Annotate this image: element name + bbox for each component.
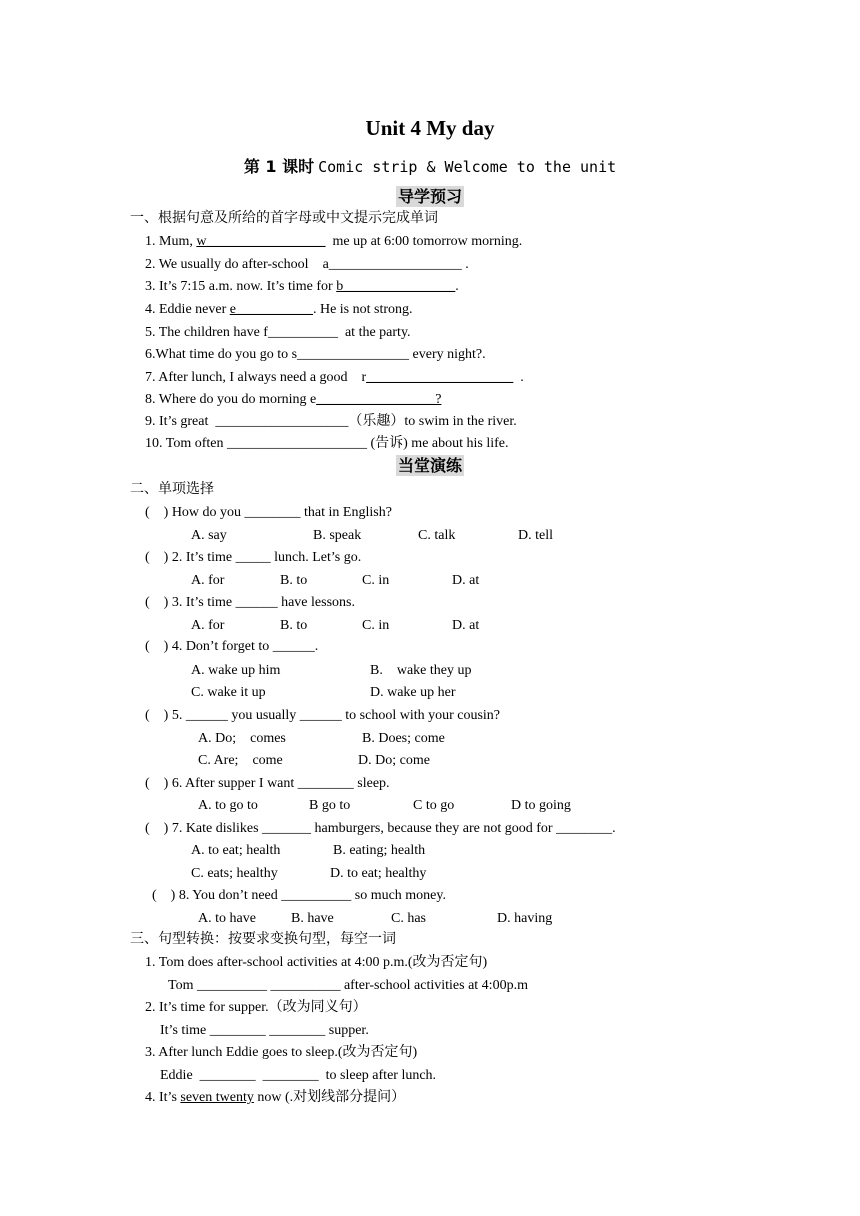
mc-question: ( ) 8. You don’t need __________ so much money. bbox=[152, 888, 446, 903]
mc-question: ( ) 5. ______ you usually ______ to school with your cousin? bbox=[145, 708, 501, 723]
mc-option: D to going bbox=[511, 798, 571, 813]
transform-question: 2. It’s time for supper.（改为同义句） bbox=[145, 1000, 367, 1015]
mc-option: C. in bbox=[362, 618, 390, 633]
lesson-topic: Comic strip & Welcome to the unit bbox=[318, 158, 617, 176]
fill-item: 10. Tom often ____________________ (告诉) me about his life. bbox=[145, 436, 509, 451]
mc-option: D. tell bbox=[518, 528, 553, 543]
mc-option: C to go bbox=[413, 798, 455, 813]
fill-item: 9. It’s great ___________________（乐趣）to swim in the river. bbox=[145, 414, 517, 429]
fill-item: 1. Mum, w_________________ me up at 6:00 tomorrow morning. bbox=[145, 234, 523, 249]
mc-option: B. to bbox=[280, 573, 308, 588]
mc-option: C. wake it up bbox=[191, 685, 266, 700]
mc-option: D. Do; come bbox=[358, 753, 430, 768]
mc-question: ( ) 4. Don’t forget to ______. bbox=[145, 639, 319, 654]
mc-option: A. for bbox=[191, 618, 225, 633]
transform-question: 1. Tom does after-school activities at 4:00 p.m.(改为否定句) bbox=[145, 955, 488, 970]
lesson-number: 第 1 课时 bbox=[243, 157, 315, 176]
mc-question: ( ) How do you ________ that in English? bbox=[145, 505, 392, 520]
practice-banner: 当堂演练 bbox=[397, 456, 462, 475]
mc-option: B. wake they up bbox=[370, 663, 472, 678]
preview-banner: 导学预习 bbox=[397, 187, 462, 206]
fill-item: 2. We usually do after-school a___________________ . bbox=[145, 257, 469, 272]
mc-question: ( ) 6. After supper I want ________ sleep. bbox=[145, 776, 390, 791]
mc-question: ( ) 2. It’s time _____ lunch. Let’s go. bbox=[145, 550, 362, 565]
mc-option: C. talk bbox=[418, 528, 456, 543]
mc-option: D. having bbox=[497, 911, 553, 926]
fill-item: 3. It’s 7:15 a.m. now. It’s time for b________________. bbox=[145, 279, 459, 294]
mc-option: A. for bbox=[191, 573, 225, 588]
transform-answer: Eddie ________ ________ to sleep after lunch. bbox=[160, 1068, 437, 1083]
mc-option: A. to eat; health bbox=[191, 843, 281, 858]
mc-option: B go to bbox=[309, 798, 351, 813]
mc-question: ( ) 7. Kate dislikes _______ hamburgers, because they are not good for ________. bbox=[145, 821, 616, 836]
section2-heading: 二、单项选择 bbox=[130, 481, 214, 497]
transform-question: 4. It’s seven twenty now (.对划线部分提问） bbox=[145, 1090, 406, 1105]
mc-option: C. Are; come bbox=[198, 753, 283, 768]
mc-option: B. speak bbox=[313, 528, 362, 543]
fill-item: 8. Where do you do morning e_________________? bbox=[145, 392, 442, 407]
mc-option: B. to bbox=[280, 618, 308, 633]
lesson-subtitle bbox=[0, 157, 860, 178]
mc-option: C. in bbox=[362, 573, 390, 588]
transform-answer: Tom __________ __________ after-school activities at 4:00p.m bbox=[168, 978, 528, 993]
transform-question: 3. After lunch Eddie goes to sleep.(改为否定句) bbox=[145, 1045, 418, 1060]
mc-option: C. has bbox=[391, 911, 426, 926]
mc-option: D. at bbox=[452, 618, 480, 633]
mc-option: B. eating; health bbox=[333, 843, 426, 858]
section1-heading: 一、根据句意及所给的首字母或中文提示完成单词 bbox=[130, 210, 438, 226]
fill-item: 5. The children have f__________ at the party. bbox=[145, 325, 411, 340]
mc-option: A. say bbox=[191, 528, 227, 543]
fill-item: 4. Eddie never e___________. He is not strong. bbox=[145, 302, 413, 317]
fill-item: 6.What time do you go to s________________ every night?. bbox=[145, 347, 486, 362]
mc-option: C. eats; healthy bbox=[191, 866, 278, 881]
mc-option: D. at bbox=[452, 573, 480, 588]
mc-option: A. Do; comes bbox=[198, 731, 286, 746]
mc-question: ( ) 3. It’s time ______ have lessons. bbox=[145, 595, 355, 610]
mc-option: A. to have bbox=[198, 911, 256, 926]
mc-option: A. to go to bbox=[198, 798, 258, 813]
mc-option: D. to eat; healthy bbox=[330, 866, 427, 881]
mc-option: A. wake up him bbox=[191, 663, 281, 678]
mc-option: B. have bbox=[291, 911, 334, 926]
underlined-phrase: seven twenty bbox=[180, 1090, 254, 1105]
mc-option: B. Does; come bbox=[362, 731, 445, 746]
mc-option: D. wake up her bbox=[370, 685, 456, 700]
section3-heading: 三、句型转换：按要求变换句型，每空一词 bbox=[130, 931, 396, 947]
transform-answer: It’s time ________ ________ supper. bbox=[160, 1023, 369, 1038]
page-title: Unit 4 My day bbox=[365, 116, 495, 140]
fill-item: 7. After lunch, I always need a good r_____________________ . bbox=[145, 370, 524, 385]
